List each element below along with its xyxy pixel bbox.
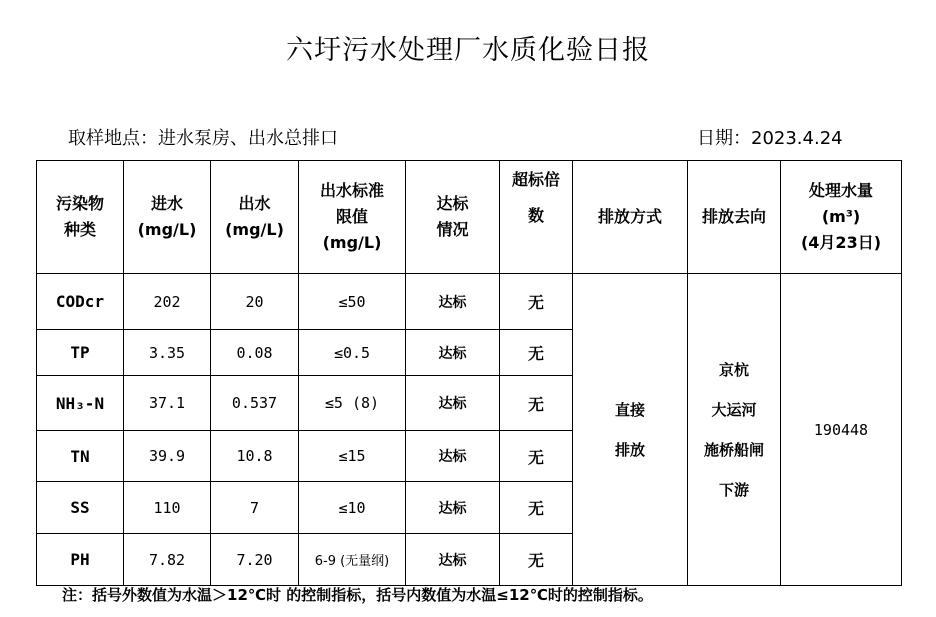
limit-cell: ≤50 bbox=[299, 274, 406, 330]
outflow-cell: 7 bbox=[211, 482, 299, 534]
outflow-cell: 7.20 bbox=[211, 534, 299, 586]
header-pollutant: 污染物 种类 bbox=[37, 161, 124, 274]
header-destination: 排放去向 bbox=[688, 161, 781, 274]
inflow-cell: 39.9 bbox=[124, 431, 211, 482]
header-inflow: 进水 (mg/L) bbox=[124, 161, 211, 274]
outflow-cell: 20 bbox=[211, 274, 299, 330]
exceed-cell: 无 bbox=[500, 534, 573, 586]
status-cell: 达标 bbox=[406, 534, 500, 586]
status-cell: 达标 bbox=[406, 482, 500, 534]
outflow-cell: 0.08 bbox=[211, 330, 299, 376]
pollutant-cell: SS bbox=[37, 482, 124, 534]
inflow-cell: 3.35 bbox=[124, 330, 211, 376]
status-cell: 达标 bbox=[406, 431, 500, 482]
status-cell: 达标 bbox=[406, 376, 500, 431]
exceed-cell: 无 bbox=[500, 482, 573, 534]
discharge-method-cell: 直接 排放 bbox=[573, 274, 688, 586]
pollutant-cell: CODcr bbox=[37, 274, 124, 330]
header-volume: 处理水量 (m³) (4月23日) bbox=[781, 161, 902, 274]
header-outflow: 出水 (mg/L) bbox=[211, 161, 299, 274]
exceed-cell: 无 bbox=[500, 274, 573, 330]
limit-cell: ≤0.5 bbox=[299, 330, 406, 376]
inflow-cell: 110 bbox=[124, 482, 211, 534]
pollutant-cell: TN bbox=[37, 431, 124, 482]
header-method: 排放方式 bbox=[573, 161, 688, 274]
exceed-cell: 无 bbox=[500, 431, 573, 482]
treated-volume-cell: 190448 bbox=[781, 274, 902, 586]
limit-cell: ≤5 (8) bbox=[299, 376, 406, 431]
pollutant-cell: PH bbox=[37, 534, 124, 586]
pollutant-cell: NH₃-N bbox=[37, 376, 124, 431]
report-title: 六圩污水处理厂水质化验日报 bbox=[286, 35, 650, 66]
report-date: 日期：2023.4.24 bbox=[697, 128, 843, 149]
pollutant-cell: TP bbox=[37, 330, 124, 376]
header-compliance: 达标 情况 bbox=[406, 161, 500, 274]
exceed-cell: 无 bbox=[500, 330, 573, 376]
header-exceed: 超标倍 数 bbox=[500, 161, 573, 274]
header-limit: 出水标准 限值 (mg/L) bbox=[299, 161, 406, 274]
status-cell: 达标 bbox=[406, 274, 500, 330]
water-quality-table bbox=[36, 160, 902, 586]
sampling-location: 取样地点：进水泵房、出水总排口 bbox=[68, 128, 338, 149]
limit-cell: ≤15 bbox=[299, 431, 406, 482]
table-header-row bbox=[37, 161, 902, 274]
inflow-cell: 37.1 bbox=[124, 376, 211, 431]
exceed-cell: 无 bbox=[500, 376, 573, 431]
inflow-cell: 202 bbox=[124, 274, 211, 330]
table-row bbox=[37, 274, 902, 330]
inflow-cell: 7.82 bbox=[124, 534, 211, 586]
limit-cell: ≤10 bbox=[299, 482, 406, 534]
outflow-cell: 0.537 bbox=[211, 376, 299, 431]
outflow-cell: 10.8 bbox=[211, 431, 299, 482]
discharge-destination-cell: 京杭 大运河 施桥船闸 下游 bbox=[688, 274, 781, 586]
footnote: 注：括号外数值为水温＞12℃时 的控制指标，括号内数值为水温≤12℃时的控制指标。 bbox=[62, 586, 653, 604]
limit-cell: 6-9 (无量纲) bbox=[299, 534, 406, 586]
status-cell: 达标 bbox=[406, 330, 500, 376]
